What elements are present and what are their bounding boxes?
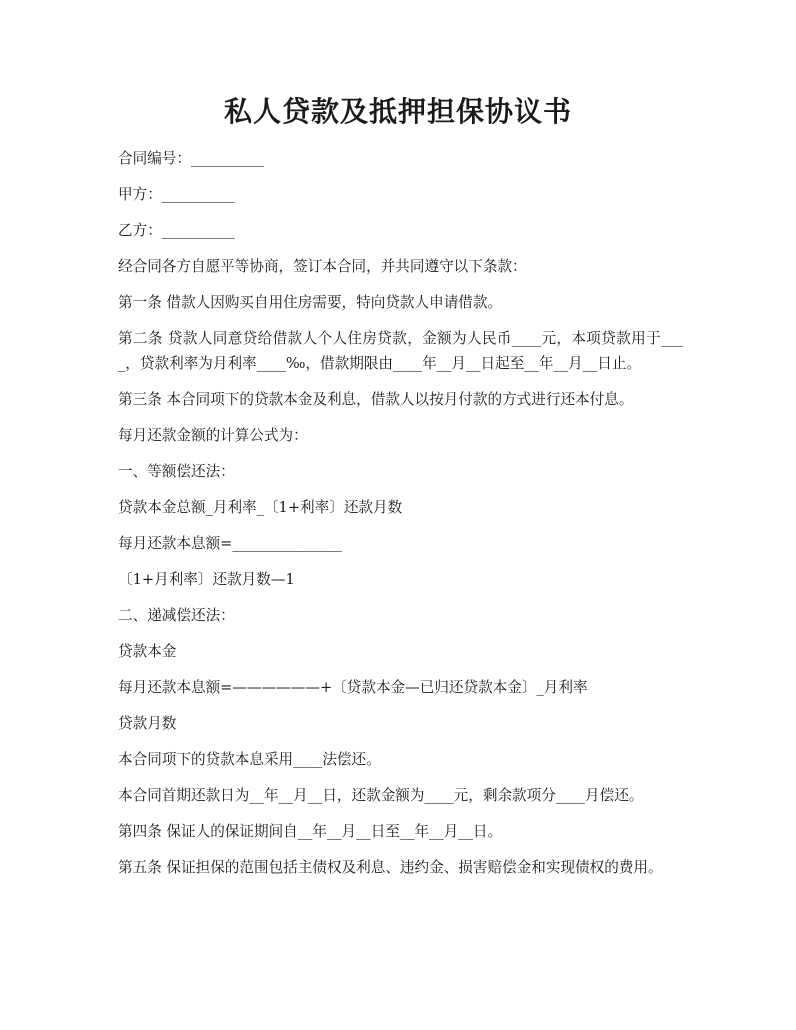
decreasing-repayment-heading: 二、递减偿还法： [118,607,235,624]
article-2-paragraph: 第二条 贷款人同意贷给借款人个人住房贷款，金额为人民币____元，本项贷款用于____，贷款利率为月利率____‰，借款期限由____年__月__日起至__年__月__日止。 [118,330,683,372]
formula-intro-paragraph: 每月还款金额的计算公式为： [118,427,308,444]
article-4-paragraph: 第四条 保证人的保证期间自__年__月__日至__年__月__日。 [118,823,503,840]
preamble-paragraph: 经合同各方自愿平等协商，签订本合同，并共同遵守以下条款： [118,258,527,275]
formula-monthly-line: 每月还款本息额=_______________ [118,535,342,552]
formula-principal-line: 贷款本金 [118,643,177,660]
article-5-paragraph: 第五条 保证担保的范围包括主债权及利息、违约金、损害赔偿金和实现债权的费用。 [118,859,663,876]
formula-denominator-line: 〔1+月利率〕还款月数—1 [118,571,295,588]
party-b-line: 乙方：__________ [118,222,235,239]
formula-months-line: 贷款月数 [118,715,177,732]
formula-numerator-line: 贷款本金总额_月利率_〔1+利率〕还款月数 [118,499,403,516]
repayment-method-paragraph: 本合同项下的贷款本息采用____法偿还。 [118,751,381,768]
document-body [118,146,683,891]
formula-decreasing-line: 每月还款本息额=——————+〔贷款本金—已归还贷款本金〕_月利率 [118,679,588,696]
article-3-paragraph: 第三条 本合同项下的贷款本金及利息，借款人以按月付款的方式进行还本付息。 [118,391,634,408]
article-1-paragraph: 第一条 借款人因购买自用住房需要，特向贷款人申请借款。 [118,294,503,311]
equal-repayment-heading: 一、等额偿还法： [118,463,235,480]
first-repayment-paragraph: 本合同首期还款日为__年__月__日，还款金额为____元，剩余款项分____月偿还。 [118,787,644,804]
document-title: 私人贷款及抵押担保协议书 [223,95,572,128]
party-a-line: 甲方：__________ [118,186,235,203]
contract-number-line: 合同编号：__________ [118,150,264,167]
